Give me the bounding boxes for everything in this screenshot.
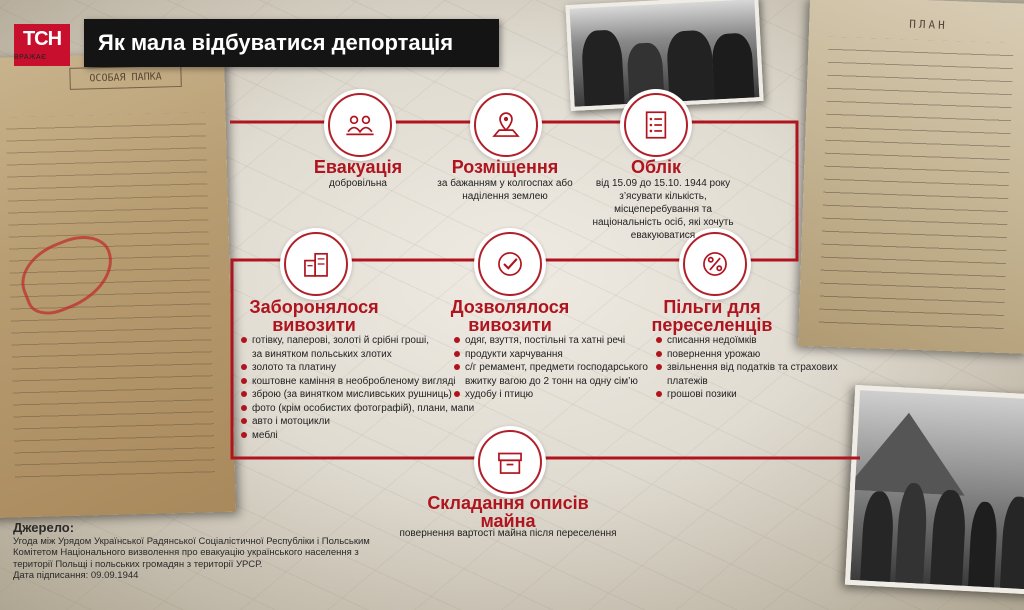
list-item: вжитку вагою до 2 тонн на одну сім’ю <box>465 375 638 387</box>
list-item: продукти харчування <box>453 348 653 362</box>
evacuation-heading: Евакуація <box>313 157 403 177</box>
list-item: с/г ремамент, предмети господарського <box>453 361 653 375</box>
allowed-node <box>478 232 542 296</box>
document-stamp: ОСОБАЯ ПАПКА <box>69 65 182 90</box>
evacuation-node <box>328 93 392 157</box>
registration-node <box>624 93 688 157</box>
list-item: грошові позики <box>655 388 875 402</box>
percent-icon <box>698 247 732 281</box>
list-item: меблі <box>240 429 480 443</box>
boxes-icon <box>299 247 333 281</box>
evacuation-text: добровільна <box>329 178 387 189</box>
page-title: Як мала відбуватися депортація <box>98 30 454 55</box>
logo-text: ТСН <box>22 28 62 50</box>
forbidden-list <box>240 334 480 442</box>
title-bar <box>84 19 499 67</box>
source-label: Джерело: <box>13 520 75 535</box>
list-item: звільнення від податків та страхових платежів <box>655 361 875 388</box>
registration-heading: Облік <box>630 157 682 177</box>
list-item: повернення урожаю <box>655 348 875 362</box>
map-pin-icon <box>489 108 523 142</box>
list-item: одяг, взуття, постільні та хатні речі <box>453 334 653 348</box>
placement-heading: Розміщення <box>451 157 559 177</box>
archive-document-left <box>0 52 236 518</box>
list-item: коштовне каміння в необробленому вигляді <box>240 375 480 389</box>
list-item: за винятком польських злотих <box>252 348 392 360</box>
source-date: Дата підписання: 09.09.1944 <box>13 570 139 581</box>
placement-text: за бажанням у колгоспах або наділення землею <box>437 178 573 202</box>
benefits-heading: Пільги для переселенців <box>651 297 773 335</box>
inventory-heading: Складання описів майна <box>427 493 589 531</box>
list-item: готівку, паперові, золоті й срібні гроші, <box>240 334 480 348</box>
people-icon <box>343 108 377 142</box>
forbidden-node <box>284 232 348 296</box>
benefits-list <box>655 334 875 402</box>
registration-text: від 15.09 до 15.10. 1944 року з’ясувати кількість, місцеперебування та національність осіб, які хочуть евакуюватися <box>592 178 734 241</box>
archive-box-icon <box>493 445 527 479</box>
list-item: списання недоїмків <box>655 334 875 348</box>
list-item: золото та платину <box>240 361 480 375</box>
list-item: авто і мотоцикли <box>240 415 480 429</box>
list-item: зброю (за винятком мисливських рушниць) <box>240 388 480 402</box>
document-plan-heading: ПЛАН <box>909 17 948 32</box>
tsn-logo[interactable] <box>14 24 70 66</box>
inventory-text: повернення вартості майна після переселення <box>399 528 617 539</box>
archive-document-right <box>798 0 1024 354</box>
logo-subtitle: ВРАЖАЄ <box>14 54 47 61</box>
checkmark-icon <box>493 247 527 281</box>
placement-node <box>474 93 538 157</box>
forbidden-heading: Заборонялося вивозити <box>249 297 379 335</box>
allowed-list <box>453 334 653 402</box>
allowed-heading: Дозволялося вивозити <box>450 297 570 335</box>
historical-photo-village <box>845 385 1024 595</box>
document-table-lines <box>819 37 1014 333</box>
inventory-node <box>478 430 542 494</box>
source-note <box>13 522 373 582</box>
list-item: худобу і птицю <box>453 388 653 402</box>
list-item: фото (крім особистих фотографій), плани, мапи <box>240 402 480 416</box>
source-text: Угода між Урядом Української Радянської Соціалістичної Республіки і Польським Комітетом Національного визволення про евакуацію українського населення з території Польщі і польських громадян з території УРСР. <box>13 535 370 570</box>
checklist-icon <box>639 108 673 142</box>
